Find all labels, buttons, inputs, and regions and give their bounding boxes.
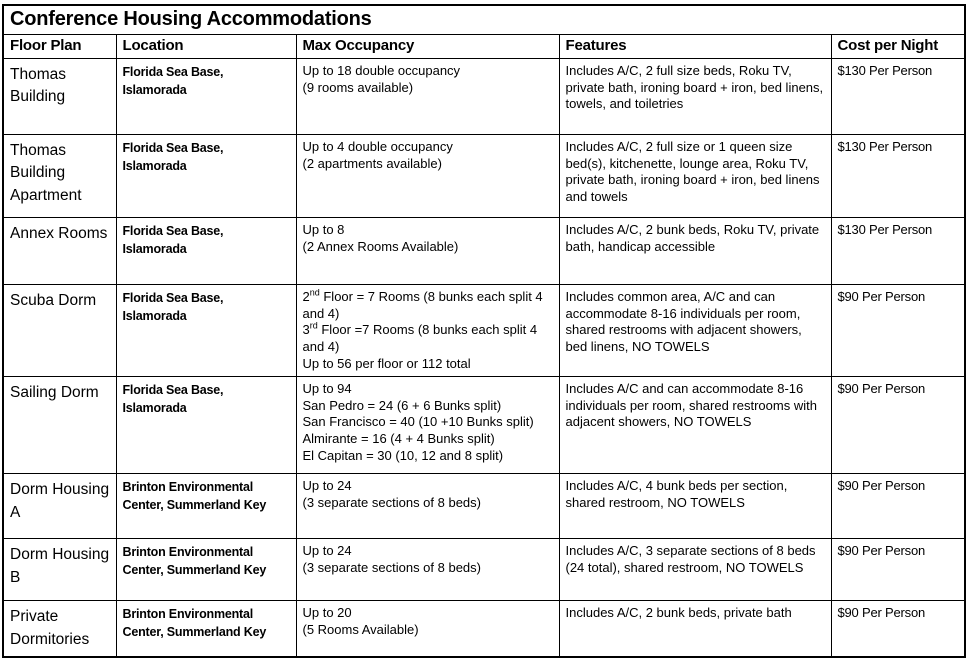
table-row — [3, 59, 965, 135]
cell-cost: $90 Per Person — [831, 285, 965, 377]
table-row — [3, 218, 965, 285]
cell-floor-plan: Annex Rooms — [3, 218, 116, 285]
cell-max-occupancy: Up to 8 (2 Annex Rooms Available) — [296, 218, 559, 285]
cell-cost: $130 Per Person — [831, 59, 965, 135]
cell-location: Florida Sea Base, Islamorada — [116, 135, 296, 218]
cell-cost: $90 Per Person — [831, 474, 965, 539]
cell-location: Brinton Environmental Center, Summerland Key — [116, 474, 296, 539]
col-header-cost-per-night: Cost per Night — [831, 35, 965, 59]
cell-features: Includes A/C, 4 bunk beds per section, shared restroom, NO TOWELS — [559, 474, 831, 539]
cell-features: Includes A/C, 2 full size or 1 queen size bed(s), kitchenette, lounge area, Roku TV, private bath, ironing board + iron, bed linens and towels — [559, 135, 831, 218]
title-row — [3, 5, 965, 35]
col-header-floor-plan: Floor Plan — [3, 35, 116, 59]
cell-floor-plan: Dorm Housing B — [3, 539, 116, 601]
cell-max-occupancy: Up to 24 (3 separate sections of 8 beds) — [296, 539, 559, 601]
cell-cost: $90 Per Person — [831, 377, 965, 474]
cell-floor-plan: Scuba Dorm — [3, 285, 116, 377]
cell-location: Florida Sea Base, Islamorada — [116, 285, 296, 377]
cell-location: Florida Sea Base, Islamorada — [116, 59, 296, 135]
cell-max-occupancy: Up to 24 (3 separate sections of 8 beds) — [296, 474, 559, 539]
cell-floor-plan: Thomas Building Apartment — [3, 135, 116, 218]
housing-accommodations-table — [2, 4, 966, 658]
cell-max-occupancy: Up to 4 double occupancy (2 apartments available) — [296, 135, 559, 218]
cell-features: Includes A/C, 2 bunk beds, private bath — [559, 601, 831, 657]
cell-features: Includes A/C and can accommodate 8-16 individuals per room, shared restrooms with adjacent showers, NO TOWELS — [559, 377, 831, 474]
cell-max-occupancy: 2nd Floor = 7 Rooms (8 bunks each split 4 and 4) 3rd Floor =7 Rooms (8 bunks each split 4 and 4) Up to 56 per floor or 112 total — [296, 285, 559, 377]
table-row — [3, 539, 965, 601]
cell-floor-plan: Private Dormitories — [3, 601, 116, 657]
cell-location: Brinton Environmental Center, Summerland Key — [116, 539, 296, 601]
table-row — [3, 601, 965, 657]
cell-features: Includes A/C, 2 full size beds, Roku TV, private bath, ironing board + iron, bed linens, towels, and toiletries — [559, 59, 831, 135]
cell-cost: $130 Per Person — [831, 135, 965, 218]
page-title: Conference Housing Accommodations — [3, 5, 965, 35]
cell-cost: $90 Per Person — [831, 601, 965, 657]
table-row — [3, 285, 965, 377]
cell-features: Includes A/C, 2 bunk beds, Roku TV, private bath, handicap accessible — [559, 218, 831, 285]
table-header-row — [3, 35, 965, 59]
table-body — [3, 59, 965, 657]
col-header-location: Location — [116, 35, 296, 59]
cell-location: Brinton Environmental Center, Summerland Key — [116, 601, 296, 657]
cell-max-occupancy: Up to 18 double occupancy (9 rooms available) — [296, 59, 559, 135]
table-row — [3, 377, 965, 474]
cell-location: Florida Sea Base, Islamorada — [116, 377, 296, 474]
table-row — [3, 135, 965, 218]
cell-cost: $130 Per Person — [831, 218, 965, 285]
col-header-features: Features — [559, 35, 831, 59]
cell-floor-plan: Thomas Building — [3, 59, 116, 135]
cell-max-occupancy: Up to 94 San Pedro = 24 (6 + 6 Bunks split) San Francisco = 40 (10 +10 Bunks split) Almirante = 16 (4 + 4 Bunks split) El Capitan = 30 (10, 12 and 8 split) — [296, 377, 559, 474]
cell-floor-plan: Dorm Housing A — [3, 474, 116, 539]
cell-features: Includes common area, A/C and can accommodate 8-16 individuals per room, shared restrooms with adjacent showers, bed linens, NO TOWELS — [559, 285, 831, 377]
cell-floor-plan: Sailing Dorm — [3, 377, 116, 474]
cell-max-occupancy: Up to 20 (5 Rooms Available) — [296, 601, 559, 657]
col-header-max-occupancy: Max Occupancy — [296, 35, 559, 59]
table-row — [3, 474, 965, 539]
cell-cost: $90 Per Person — [831, 539, 965, 601]
cell-features: Includes A/C, 3 separate sections of 8 beds (24 total), shared restroom, NO TOWELS — [559, 539, 831, 601]
cell-location: Florida Sea Base, Islamorada — [116, 218, 296, 285]
